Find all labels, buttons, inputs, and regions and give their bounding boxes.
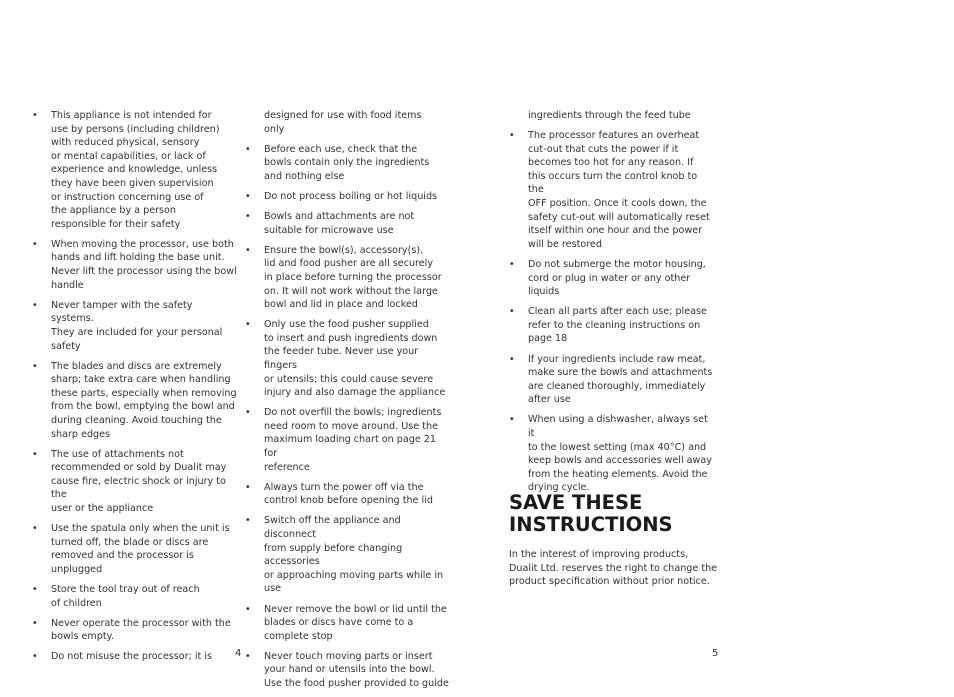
continued-text: designed for use with food items only [264, 110, 422, 135]
bullet-text: Do not process boiling or hot liquids [264, 190, 438, 202]
bullet-item [509, 305, 715, 346]
bullet-item [32, 448, 237, 516]
bullet-text: Clean all parts after each use; please refer to the cleaning instructions on page 18 [528, 306, 707, 345]
bullet-item [245, 481, 451, 508]
continued-text: ingredients through the feed tube [528, 110, 691, 121]
bullet-text: Ensure the bowl(s), accessory(s), lid and food pusher are all securely in place before turning the processor on. It will not work without the large bowl and lid in place and locked [264, 244, 442, 311]
bullet-point: • [245, 190, 251, 202]
bullet-point: • [509, 414, 515, 426]
bullet-item [509, 413, 715, 495]
bullet-item [245, 603, 451, 644]
bullet-text: Only use the food pusher supplied to insert and push ingredients down the feeder tube. Never use your fingers or utensils; this could cause severe injury and also damage the appliance [264, 319, 446, 399]
bullet-point: • [245, 650, 251, 662]
bullet-text: Store the tool tray out of reach of children [51, 584, 200, 609]
bullet-item [245, 143, 451, 184]
safety-column-1 [32, 109, 237, 670]
safety-column-3 [509, 109, 715, 501]
bullet-item [32, 650, 237, 664]
bullet-item [32, 360, 237, 442]
bullet-item [245, 318, 451, 400]
page-number-left: 4 [235, 648, 242, 659]
bullet-text: The blades and discs are extremely sharp; take extra care when handling these parts, especially when removing from the bowl, emptying the bowl and during cleaning. Avoid touching the sharp edges [51, 360, 237, 440]
bullet-text: Never remove the bowl or lid until the blades or discs have come to a complete stop [264, 603, 447, 642]
bullet-item [32, 522, 237, 576]
bullet-point: • [245, 319, 251, 331]
bullet-point: • [509, 130, 515, 142]
bullet-text: Do not submerge the motor housing, cord or plug in water or any other liquids [528, 258, 706, 298]
bullet-text: Always turn the power off via the control knob before opening the lid [264, 481, 433, 507]
bullet-text: This appliance is not intended for use by persons (including children) with reduced physical, sensory or mental capabilities, or lack of experience and knowledge, unless they have been given supervision or instruction concerning use of the appliance by a person responsible for their safety [51, 110, 220, 230]
bullet-text: Never operate the processor with the bowls empty. [51, 617, 231, 643]
bullet-item [509, 129, 715, 251]
bullet-item [245, 514, 451, 596]
bullet-point: • [245, 244, 251, 256]
bullet-point: • [245, 211, 251, 223]
page-number-right: 5 [712, 648, 719, 659]
bullet-point: • [32, 238, 38, 250]
bullet-item [245, 244, 451, 312]
bullet-item [32, 583, 237, 610]
bullet-point: • [509, 353, 515, 365]
bullet-point: • [32, 299, 38, 311]
bullet-text: When using a dishwasher, always set it to the lowest setting (max 40°C) and keep bowls and accessories well away from the heating elements. Avoid the drying cycle. [528, 414, 712, 494]
bullet-text: Bowls and attachments are not suitable for microwave use [264, 211, 415, 236]
bullet-text: The use of attachments not recommended or sold by Dualit may cause fire, electric shock or injury to the user or the appliance [51, 448, 227, 515]
bullet-point: • [32, 360, 38, 372]
bullet-text: Switch off the appliance and disconnect from supply before changing accessories or approaching moving parts while in use [264, 515, 444, 595]
bullet-point: • [32, 651, 38, 663]
bullet-text: Do not misuse the processor; it is [51, 651, 213, 663]
bullet-item [32, 617, 237, 644]
bullet-text: Before each use, check that the bowls contain only the ingredients and nothing else [264, 143, 430, 182]
bullet-point: • [245, 407, 251, 419]
bullet-point: • [245, 603, 251, 615]
bullet-point: • [509, 258, 515, 270]
safety-column-2 [245, 109, 451, 697]
bullet-point: • [32, 617, 38, 629]
bullet-item [245, 210, 451, 237]
bullet-text: If your ingredients include raw meat, make sure the bowls and attachments are cleaned thoroughly, immediately after use [528, 353, 713, 406]
bullet-point: • [32, 448, 38, 460]
bullet-item [509, 353, 715, 407]
bullet-point: • [32, 110, 38, 121]
bullet-point: • [245, 143, 251, 155]
section-heading: SAVE THESE INSTRUCTIONS [509, 491, 673, 536]
bullet-item [245, 650, 451, 691]
bullet-item [245, 190, 451, 204]
bullet-point: • [32, 523, 38, 535]
bullet-text: The processor features an overheat cut-out that cuts the power if it becomes too hot for any reason. If this occurs turn the control knob to the OFF position. Once it cools down, the safety cut-out will automatically reset itself within one hour and the power will be restored [528, 130, 710, 250]
bullet-item [32, 299, 237, 353]
bullet-point: • [245, 515, 251, 527]
bullet-item [509, 258, 715, 299]
product-notice: In the interest of improving products, Dualit Ltd. reserves the right to change the product specification without prior notice. [509, 549, 718, 588]
bullet-item [245, 406, 451, 474]
bullet-text: Never touch moving parts or insert your hand or utensils into the bowl. Use the food pusher provided to guide [264, 650, 449, 689]
bullet-text: Do not overfill the bowls; ingredients need room to move around. Use the maximum loading chart on page 21 for reference [264, 407, 442, 473]
bullet-point: • [32, 584, 38, 595]
bullet-point: • [509, 306, 515, 318]
bullet-text: Use the spatula only when the unit is turned off, the blade or discs are removed and the processor is unplugged [51, 523, 230, 575]
bullet-text: When moving the processor, use both hands and lift holding the base unit. Never lift the processor using the bowl handle [51, 238, 237, 291]
bullet-text: Never tamper with the safety systems. They are included for your personal safety [51, 299, 223, 352]
bullet-point: • [245, 481, 251, 493]
bullet-item [32, 238, 237, 292]
bullet-item [32, 109, 237, 231]
